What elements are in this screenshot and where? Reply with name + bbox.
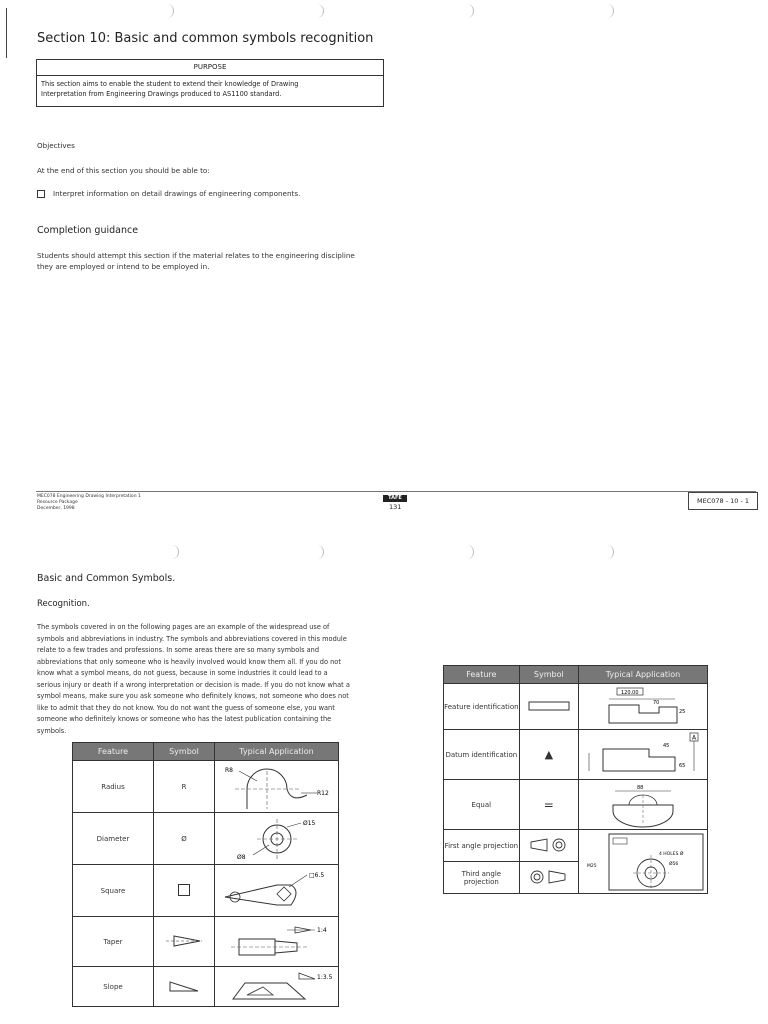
symbol-cell: R [154, 761, 215, 813]
application-cell [215, 761, 339, 813]
feature-cell: Taper [73, 917, 154, 967]
footer-rule [36, 491, 756, 492]
table-header-row [73, 743, 339, 761]
page-number: 131 [389, 503, 402, 511]
slope-symbol-icon [164, 979, 204, 993]
margin-line [6, 8, 7, 58]
datum-label: A [692, 734, 697, 741]
dim-label: 4 HOLES Ø [659, 851, 684, 857]
table-header-row [444, 666, 708, 684]
header-application: Typical Application [579, 666, 708, 684]
dim-label: R8 [224, 766, 233, 774]
punch-hole-mark [603, 545, 614, 559]
taper-drawing [217, 919, 337, 965]
footer-date: December, 1998 [37, 506, 75, 511]
dim-label: 70 [653, 699, 660, 706]
symbol-cell: ▲ [519, 730, 578, 780]
taper-symbol-icon [164, 933, 204, 949]
square-drawing [217, 867, 337, 915]
dim-label: □6.5 [308, 871, 324, 879]
feature-cell: Equal [444, 780, 520, 830]
dim-label: 1:3.5 [316, 973, 332, 981]
para-line: relate to a few trades and professions. In some areas there are so many symbols and [37, 646, 320, 654]
application-cell [215, 967, 339, 1007]
feature-cell: Feature identification [444, 684, 520, 730]
application-cell [579, 684, 708, 730]
feature-cell: Square [73, 865, 154, 917]
dim-label: R12 [316, 789, 329, 797]
para-line: someone who definitely knows or someone who has the latest publication containing the [37, 715, 332, 723]
table-row [444, 780, 708, 830]
dim-label: 120.00 [621, 689, 639, 696]
square-symbol-icon [177, 883, 191, 897]
table-row [73, 967, 339, 1007]
table-row [444, 730, 708, 780]
header-application: Typical Application [215, 743, 339, 761]
punch-hole-mark [463, 545, 474, 559]
header-symbol: Symbol [154, 743, 215, 761]
footer-course: MEC078 Engineering Drawing Interpretation 1 [37, 494, 141, 499]
equal-drawing [579, 781, 707, 829]
feature-cell: Diameter [73, 813, 154, 865]
purpose-line: Interpretation from Engineering Drawings produced to AS1100 standard. [41, 90, 282, 98]
symbol-cell [519, 862, 578, 894]
table-row [444, 830, 708, 862]
tafe-logo: TAFE [383, 495, 407, 502]
para-line: abbreviations that only someone who is heavily involved would know them all. If you do not [37, 657, 341, 666]
intro-paragraph [37, 622, 350, 737]
header-symbol: Symbol [519, 666, 578, 684]
para-line: serious injury or death if a wrong interpretation or decision is made. If you do not know what a [37, 680, 350, 689]
feature-cell: First angle projection [444, 830, 520, 862]
dim-label: 1:4 [316, 926, 327, 934]
symbol-cell [519, 830, 578, 862]
feature-id-drawing [579, 685, 707, 729]
punch-hole-mark [163, 4, 174, 18]
feature-cell: Third angle projection [444, 862, 520, 894]
checkbox-icon [37, 190, 45, 198]
completion-line: Students should attempt this section if the material relates to the engineering discipline [37, 251, 355, 260]
header-feature: Feature [73, 743, 154, 761]
para-line: symbols. [37, 726, 67, 735]
symbols-table-left [72, 742, 339, 1007]
punch-hole-mark [603, 4, 614, 18]
slope-drawing [217, 969, 337, 1005]
purpose-text [37, 76, 383, 102]
radius-drawing [217, 763, 337, 811]
punch-hole-mark [168, 545, 179, 559]
objectives-intro: At the end of this section you should be able to: [37, 166, 210, 175]
table-row [73, 761, 339, 813]
para-line: like to admit that they do not know. You do not want the guess of someone else, you want [37, 703, 335, 712]
purpose-box [36, 59, 384, 107]
para-line: know what a symbol means, do not guess, because in some industries it could lead to a [37, 669, 328, 677]
feature-cell: Datum identification [444, 730, 520, 780]
objectives-heading: Objectives [37, 141, 75, 150]
para-line: The symbols covered in on the following pages are an example of the widespread use of [37, 623, 330, 631]
datum-drawing [579, 731, 707, 779]
purpose-line: This section aims to enable the student to extend their knowledge of Drawing [41, 80, 299, 88]
symbol-cell [154, 917, 215, 967]
dim-label: M25 [587, 863, 597, 869]
header-feature: Feature [444, 666, 520, 684]
page-subtitle: Recognition. [37, 599, 90, 609]
diameter-drawing [217, 815, 337, 863]
feature-cell: Radius [73, 761, 154, 813]
dim-label: Ø15 [302, 819, 315, 827]
page-title: Basic and Common Symbols. [37, 573, 176, 584]
application-cell [579, 830, 708, 894]
para-line: symbols and abbreviations in industry. The symbols and abbreviations covered in this module [37, 634, 347, 643]
symbol-cell [519, 684, 578, 730]
dim-label: 88 [637, 784, 644, 791]
purpose-heading: PURPOSE [37, 60, 383, 76]
punch-hole-mark [463, 4, 474, 18]
objective-text: Interpret information on detail drawings of engineering components. [53, 189, 301, 198]
completion-line: they are employed or intend to be employed in. [37, 262, 210, 271]
para-line: symbol means, make sure you ask someone who definitely knows, not someone who does not [37, 692, 349, 700]
projection-drawing [579, 831, 707, 893]
footer-package: Resource Package [37, 500, 78, 505]
table-row [73, 865, 339, 917]
punch-hole-mark [313, 545, 324, 559]
symbol-cell [154, 967, 215, 1007]
table-row [73, 813, 339, 865]
objective-item [37, 188, 300, 199]
completion-text [37, 250, 355, 272]
section-title: Section 10: Basic and common symbols recognition [37, 31, 374, 46]
dim-label: Ø8 [236, 853, 246, 861]
punch-hole-mark [313, 4, 324, 18]
dim-label: Ø56 [669, 861, 679, 867]
page-reference: MEC078 - 10 - 1 [688, 492, 758, 510]
third-angle-symbol-icon [527, 868, 571, 886]
dim-label: 65 [679, 762, 686, 769]
application-cell [579, 730, 708, 780]
symbol-cell: Ø [154, 813, 215, 865]
symbol-cell: = [519, 780, 578, 830]
dim-label: 25 [679, 708, 686, 715]
application-cell [579, 780, 708, 830]
dim-label: 45 [663, 742, 670, 749]
table-row [444, 684, 708, 730]
completion-heading: Completion guidance [37, 225, 139, 236]
feature-id-symbol-icon [527, 700, 571, 712]
footer-left [37, 494, 141, 512]
feature-cell: Slope [73, 967, 154, 1007]
table-row [73, 917, 339, 967]
first-angle-symbol-icon [527, 836, 571, 854]
symbols-table-right [443, 665, 708, 894]
application-cell [215, 917, 339, 967]
application-cell [215, 813, 339, 865]
application-cell [215, 865, 339, 917]
symbol-cell [154, 865, 215, 917]
